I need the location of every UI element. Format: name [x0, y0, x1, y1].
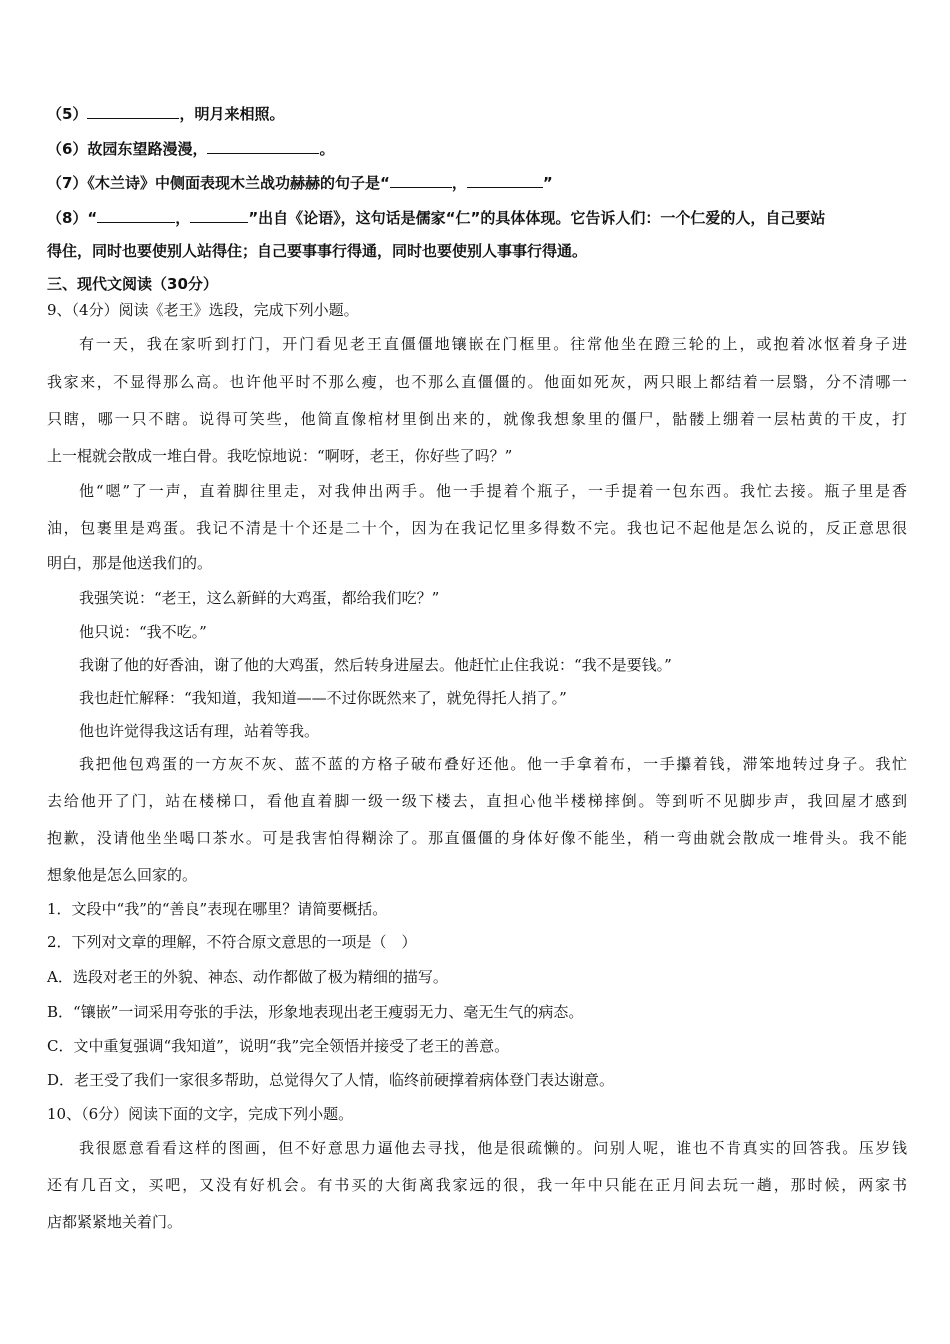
- section-title: 三、现代文阅读（30分）: [47, 275, 218, 293]
- question-6: [47, 137, 907, 159]
- passage-line: 我强笑说：“老王，这么新鲜的大鸡蛋，都给我们吃？”: [79, 589, 440, 607]
- question-7-label: （7）《木兰诗》中侧面表现木兰战功赫赫的句子是“: [47, 174, 390, 192]
- passage-line: 我谢了他的好香油，谢了他的大鸡蛋，然后转身进屋去。他赶忙止住我说：“我不是要钱。”: [79, 656, 672, 674]
- question-8-continued: 得住，同时也要使别人站得住；自己要事事行得通，同时也要使别人事事行得通。: [47, 242, 588, 260]
- question-8-label: （8）“: [47, 209, 98, 227]
- question-5: [47, 102, 907, 124]
- question-8-text: ”出自《论语》，这句话是儒家“仁”的具体体现。它告诉人们：一个仁爱的人，自己要站: [248, 209, 826, 227]
- option-b: B．“镶嵌”一词采用夸张的手法，形象地表现出老王瘦弱无力、毫无生气的病态。: [47, 1003, 584, 1021]
- passage-line: 店都紧紧地关着门。: [47, 1213, 183, 1231]
- question-7-close: ”: [542, 174, 553, 192]
- question-10-header: 10、（6分）阅读下面的文字，完成下列小题。: [47, 1105, 354, 1123]
- option-d: D．老王受了我们一家很多帮助，总觉得欠了人情，临终前硬撑着病体登门表达谢意。: [47, 1071, 615, 1089]
- passage-line: 他也许觉得我这话有理，站着等我。: [79, 722, 320, 740]
- passage-line: 有一天，我在家听到打门，开门看见老王直僵僵地镶嵌在门框里。往常他坐在蹬三轮的上，或抱着冰怄着身子进: [79, 335, 907, 353]
- question-7: [47, 171, 907, 193]
- question-5-text: ，明月来相照。: [179, 105, 285, 123]
- passage-line: 只瞎，哪一只不瞎。说得可笑些，他简直像棺材里倒出来的，就像我想象里的僵尸，骷髅上绷着一层枯黄的干皮，打: [47, 410, 907, 428]
- answer-blank[interactable]: [87, 102, 179, 119]
- question-5-label: （5）: [47, 105, 88, 123]
- passage-line: 我家来，不显得那么高。也许他平时不那么瘦，也不那么直僵僵的。他面如死灰，两只眼上都结着一层翳，分不清哪一: [47, 373, 907, 391]
- answer-blank[interactable]: [207, 137, 319, 154]
- passage-line: 去给他开了门，站在楼梯口，看他直着脚一级一级下楼去，直担心他半楼梯摔倒。等到听不见脚步声，我回屋才感到: [47, 792, 907, 810]
- passage-line: 抱歉，没请他坐坐喝口茶水。可是我害怕得糊涂了。那直僵僵的身体好像不能坐，稍一弯曲就会散成一堆骨头。我不能: [47, 829, 907, 847]
- option-c: C．文中重复强调“我知道”，说明“我”完全领悟并接受了老王的善意。: [47, 1037, 510, 1055]
- passage-line: 我也赶忙解释：“我知道，我知道——不过你既然来了，就免得托人捎了。”: [79, 689, 567, 707]
- answer-blank[interactable]: [190, 206, 248, 223]
- passage-line: 他只说：“我不吃。”: [79, 623, 207, 641]
- passage-line: 上一棍就会散成一堆白骨。我吃惊地说：“啊呀，老王，你好些了吗？”: [47, 447, 513, 465]
- question-7-separator: ，: [451, 174, 467, 192]
- question-6-label: （6）故园东望路漫漫，: [47, 140, 208, 158]
- passage-line: 他“嗯”了一声，直着脚往里走，对我伸出两手。他一手提着个瓶子，一手提着一包东西。我忙去接。瓶子里是香: [79, 482, 907, 500]
- passage-line: 想象他是怎么回家的。: [47, 866, 198, 884]
- passage-line: 明白，那是他送我们的。: [47, 554, 213, 572]
- sub-question-2: 2．下列对文章的理解，不符合原文意思的一项是（ ）: [47, 933, 417, 951]
- passage-line: 还有几百文，买吧，又没有好机会。有书买的大街离我家远的很，我一年中只能在正月间去玩一趟，那时候，两家书: [47, 1176, 907, 1194]
- answer-blank[interactable]: [97, 206, 175, 223]
- answer-blank[interactable]: [467, 171, 543, 188]
- question-9-header: 9、（4分）阅读《老王》选段，完成下列小题。: [47, 301, 359, 319]
- option-a: A．选段对老王的外貌、神态、动作都做了极为精细的描写。: [47, 968, 448, 986]
- passage-line: 我把他包鸡蛋的一方灰不灰、蓝不蓝的方格子破布叠好还他。他一手拿着布，一手攥着钱，滞笨地转过身子。我忙: [79, 755, 907, 773]
- question-6-text: 。: [319, 140, 335, 158]
- passage-line: 油，包裹里是鸡蛋。我记不清是十个还是二十个，因为在我记忆里多得数不完。我也记不起他是怎么说的，反正意思很: [47, 519, 907, 537]
- answer-blank[interactable]: [390, 171, 452, 188]
- question-8-separator: ，: [175, 209, 191, 227]
- question-8: [47, 206, 907, 228]
- passage-line: 我很愿意看看这样的图画，但不好意思力逼他去寻找，他是很疏懒的。问别人呢，谁也不肯真实的回答我。压岁钱: [79, 1139, 907, 1157]
- sub-question-1: 1．文段中“我”的“善良”表现在哪里？请简要概括。: [47, 900, 388, 918]
